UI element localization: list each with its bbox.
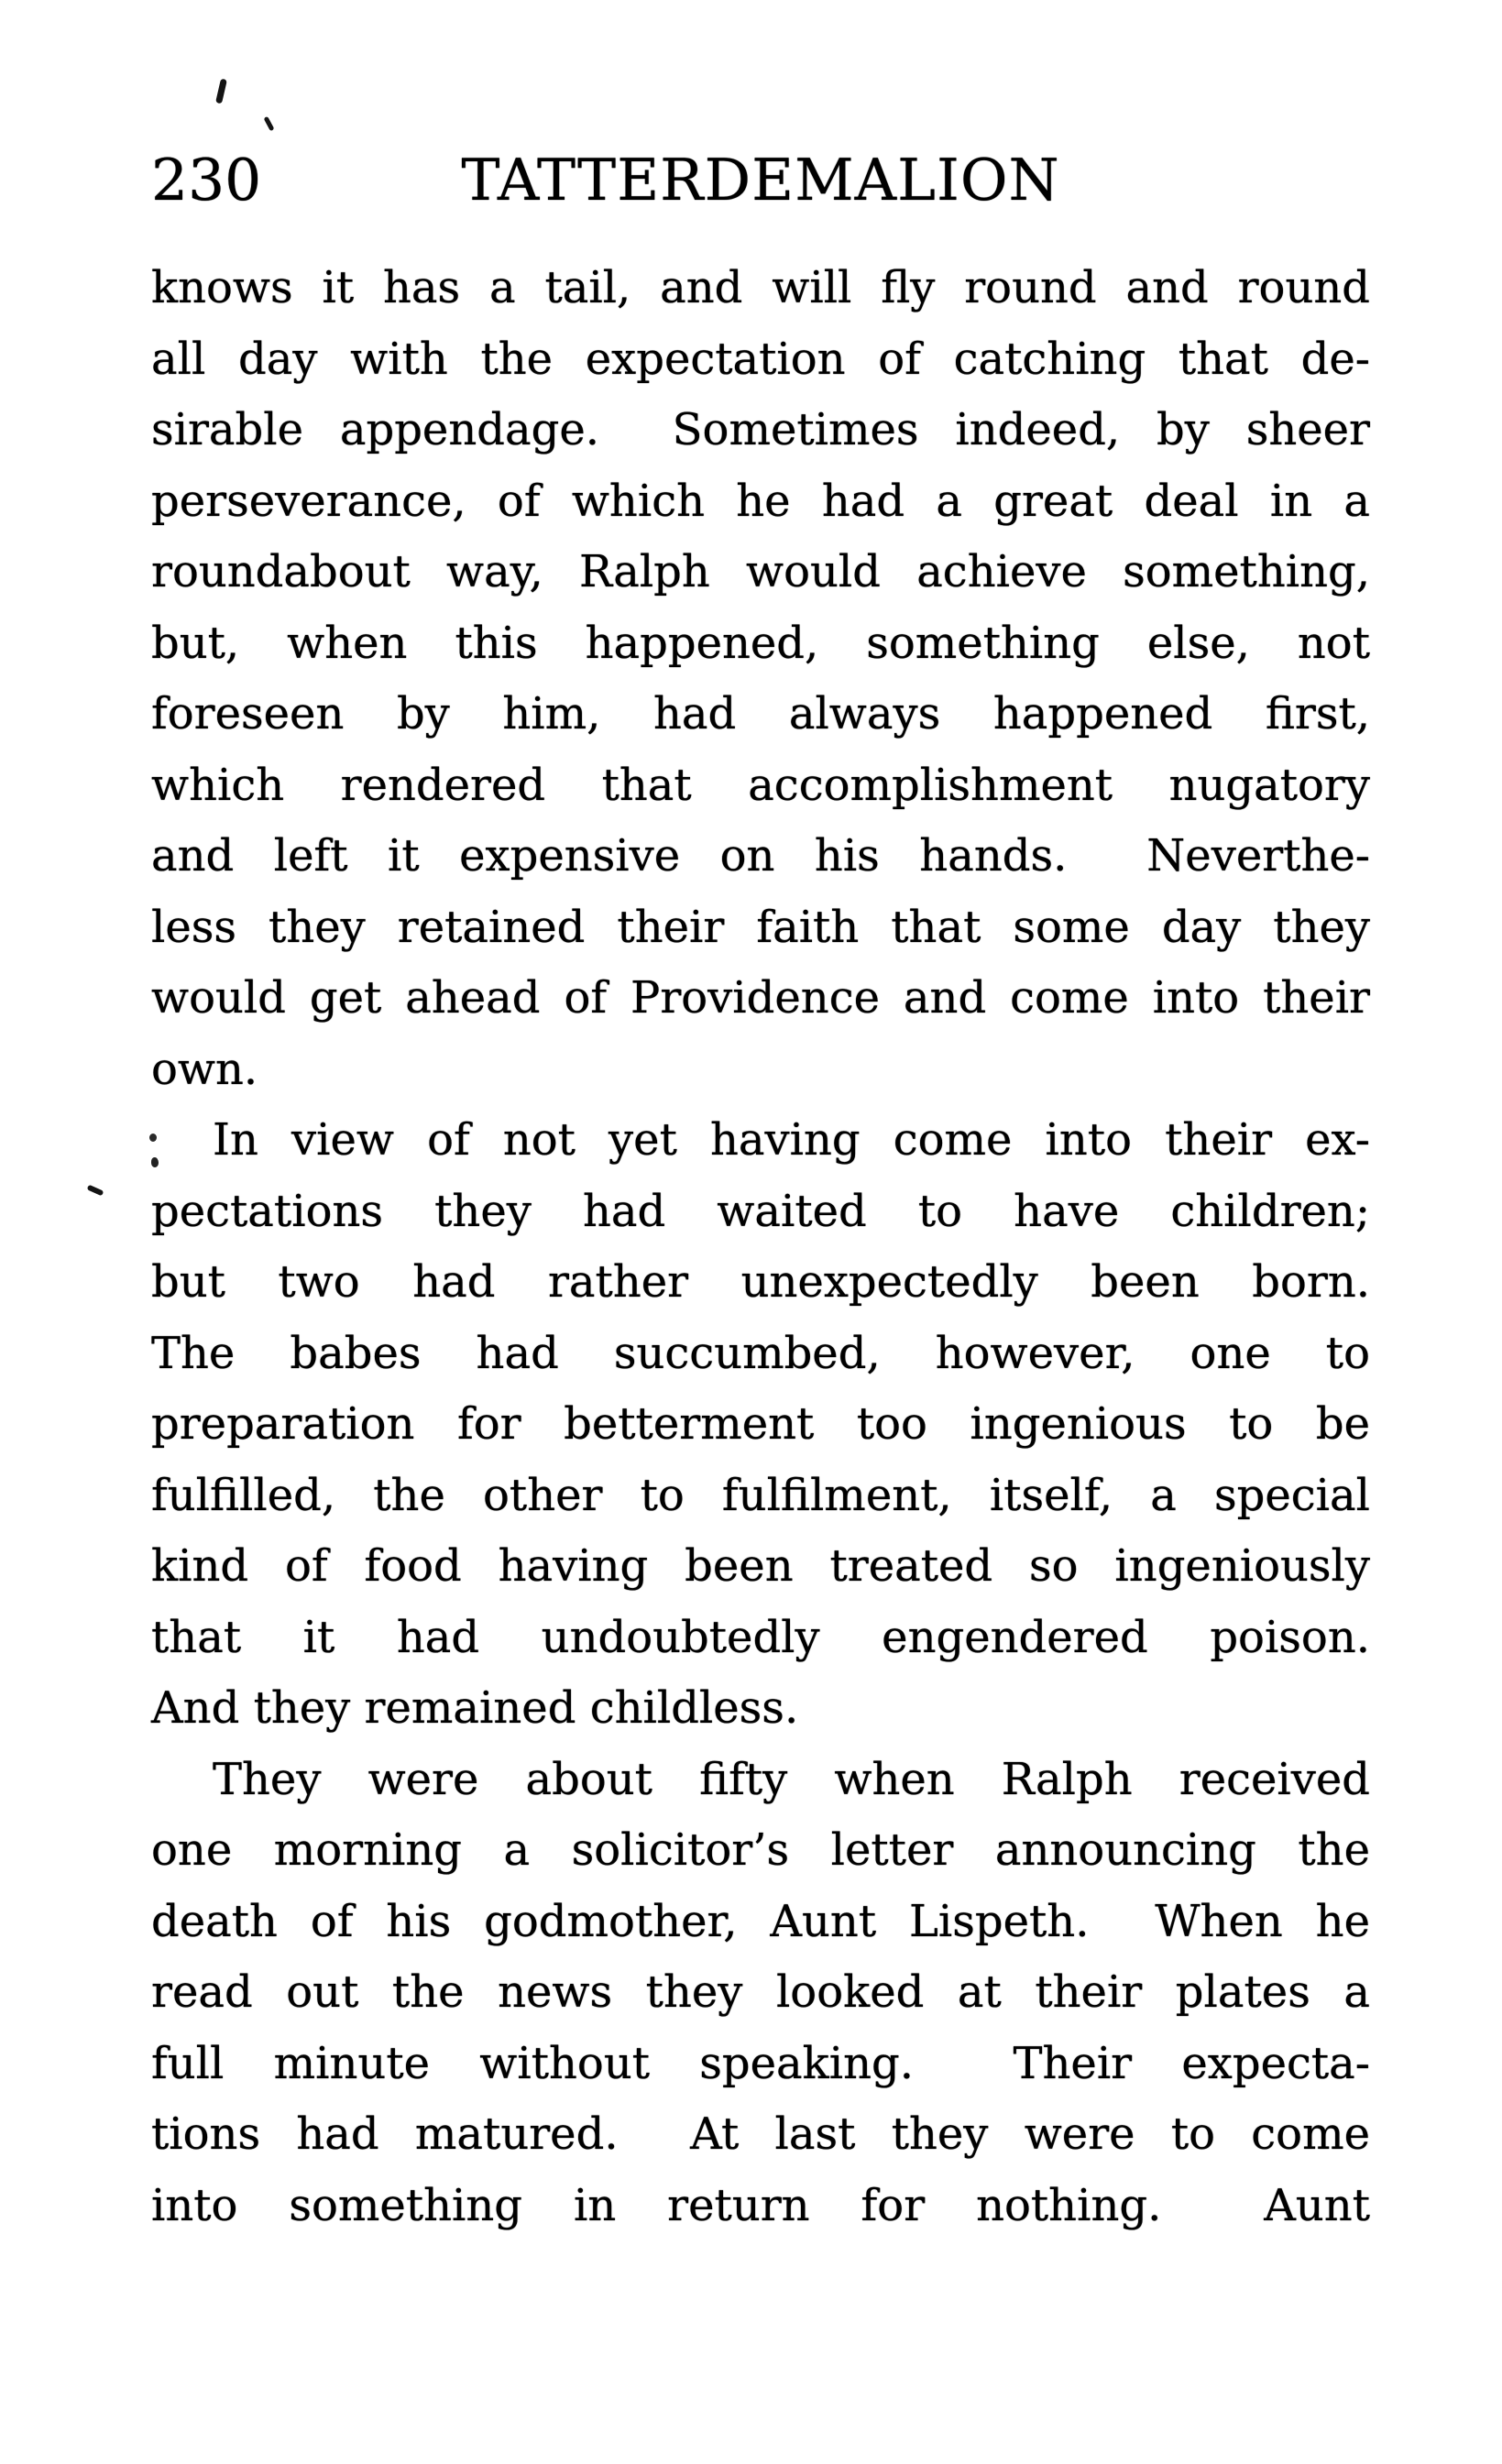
text-line: They were about fifty when Ralph received xyxy=(213,1753,1370,1805)
text-line: read out the news they looked at their plates a xyxy=(151,1966,1370,2018)
text-line: full minute without speaking. Their expecta- xyxy=(151,2037,1370,2089)
text-line: which rendered that accomplishment nugatory xyxy=(151,759,1370,811)
text-line: but, when this happened, something else, not xyxy=(151,617,1370,669)
text-line: kind of food having been treated so ingeniously xyxy=(151,1540,1370,1592)
text-line: death of his godmother, Aunt Lispeth. When he xyxy=(151,1895,1370,1947)
text-line: In view of not yet having come into their ex- xyxy=(213,1114,1370,1166)
paragraph-list xyxy=(151,253,1370,2241)
ink-speck xyxy=(215,79,227,104)
text-line: but two had rather unexpectedly been born. xyxy=(151,1256,1370,1308)
text-line: pectations they had waited to have children; xyxy=(151,1185,1370,1237)
text-line: that it had undoubtedly engendered poison. xyxy=(151,1611,1370,1663)
page-body xyxy=(151,253,1370,2241)
text-line: into something in return for nothing. Aunt xyxy=(151,2179,1370,2231)
paragraph xyxy=(151,253,1370,1105)
text-line: own. xyxy=(151,1043,258,1095)
paragraph xyxy=(151,1105,1370,1745)
text-line: And they remained childless. xyxy=(151,1682,799,1734)
page-number: 230 xyxy=(151,147,262,214)
text-line: less they retained their faith that some day they xyxy=(151,901,1370,953)
text-line: knows it has a tail, and will fly round and round xyxy=(151,262,1370,313)
text-line: foreseen by him, had always happened first, xyxy=(151,688,1370,739)
text-line: preparation for betterment too ingenious to be xyxy=(151,1398,1370,1450)
text-line: tions had matured. At last they were to come xyxy=(151,2108,1370,2160)
text-line: and left it expensive on his hands. Neverthe- xyxy=(151,830,1370,882)
text-line: The babes had succumbed, however, one to xyxy=(151,1327,1370,1379)
text-line: roundabout way, Ralph would achieve something, xyxy=(151,546,1370,597)
text-line: would get ahead of Providence and come into their xyxy=(151,972,1370,1024)
ink-speck xyxy=(149,1133,157,1142)
text-line: perseverance, of which he had a great deal in a xyxy=(151,475,1370,527)
text-line: sirable appendage. Sometimes indeed, by sheer xyxy=(151,404,1370,455)
running-title: TATTERDEMALION xyxy=(461,147,1060,214)
page-header xyxy=(151,147,1370,214)
paragraph xyxy=(151,1745,1370,2242)
text-line: all day with the expectation of catching that de- xyxy=(151,333,1370,385)
text-line: one morning a solicitor’s letter announcing the xyxy=(151,1824,1370,1876)
text-line: fulfilled, the other to fulfilment, itself, a special xyxy=(151,1469,1370,1521)
ink-speck xyxy=(87,1185,104,1197)
ink-speck xyxy=(264,116,275,131)
ink-speck xyxy=(151,1157,159,1167)
